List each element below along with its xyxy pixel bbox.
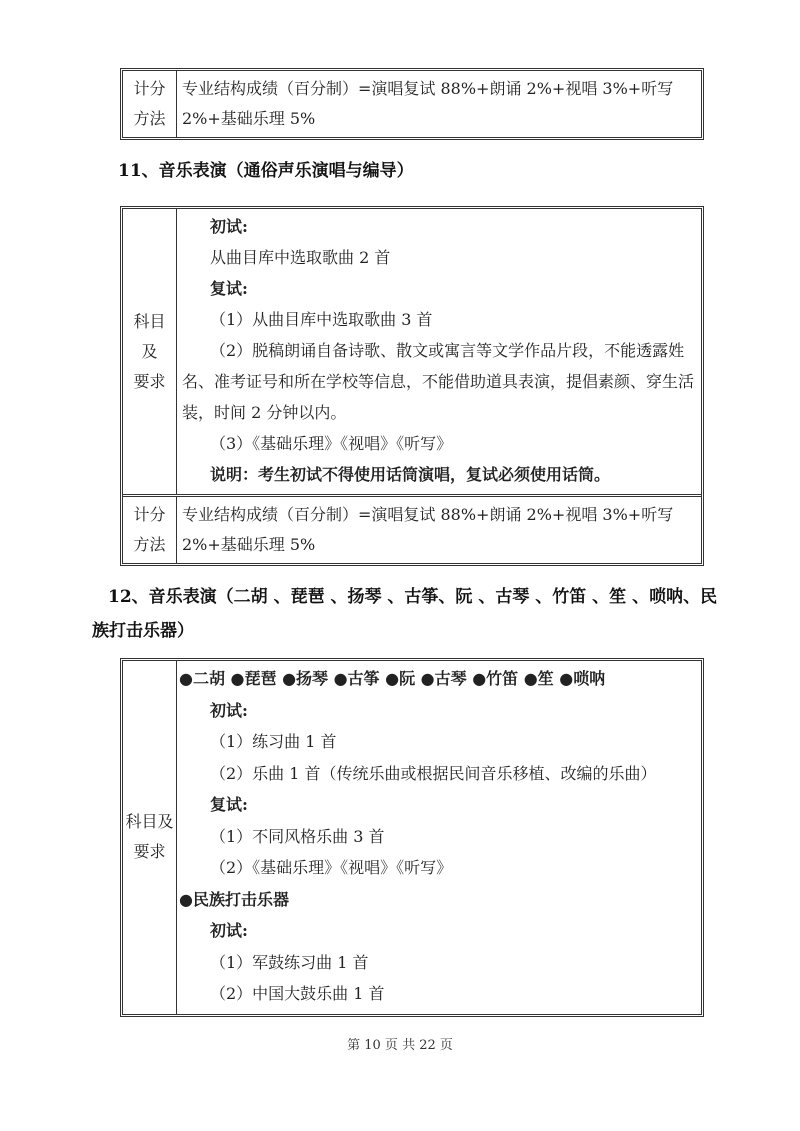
label-line: 要求 — [133, 842, 166, 862]
label-line: 计分 — [133, 505, 166, 524]
row-label — [123, 661, 177, 1014]
prelim-item-1: （1）练习曲 1 首 — [210, 732, 337, 751]
table-row — [123, 71, 701, 137]
row-label — [123, 209, 177, 494]
retest-item-1: （1）从曲目库中选取歌曲 3 首 — [210, 310, 433, 329]
requirements-content — [177, 209, 701, 494]
retest-item-1: （1）不同风格乐曲 3 首 — [210, 826, 385, 846]
perc-prelim-title: 初试: — [210, 921, 248, 940]
section-12-table — [120, 658, 704, 1017]
retest-title: 复试: — [210, 795, 248, 814]
table-row — [123, 494, 701, 563]
retest-item-2: （2）脱稿朗诵自备诗歌、散文或寓言等文学作品片段，不能透露姓名、准考证号和所在学校等信息，不能借助道具表演，提倡素颜、穿生活装，时间 2 分钟以内。 — [182, 341, 695, 422]
retest-item-2: （2）《基础乐理》《视唱》《听写》 — [210, 858, 453, 877]
instruments-line: ●二胡 ●琵琶 ●扬琴 ●古筝 ●阮 ●古琴 ●竹笛 ●笙 ●唢呐 — [179, 669, 606, 688]
label-line: 要求 — [133, 371, 166, 391]
section-12-heading: 12、音乐表演（二胡 、琵琶 、扬琴 、古筝、阮 、古琴 、竹笛 、笙 、唢呐、民族打击乐器） — [92, 587, 718, 641]
retest-item-3: （3）《基础乐理》《视唱》《听写》 — [210, 434, 453, 453]
label-line: 科目 — [133, 311, 166, 331]
retest-title: 复试: — [210, 279, 248, 298]
section-11-heading: 11、音乐表演（通俗声乐演唱与编导） — [118, 161, 414, 181]
label-line: 计分 — [133, 79, 166, 98]
label-line: 科目及 — [125, 812, 174, 832]
label-line: 方法 — [133, 109, 166, 128]
score-formula: 专业结构成绩（百分制）=演唱复试 88%+朗诵 2%+视唱 3%+听写 2%+基础乐理 5% — [182, 505, 674, 554]
score-formula: 专业结构成绩（百分制）=演唱复试 88%+朗诵 2%+视唱 3%+听写 2%+基础乐理 5% — [182, 79, 674, 128]
score-table-top — [120, 68, 704, 140]
note-text: 说明：考生初试不得使用话筒演唱，复试必须使用话筒。 — [210, 465, 611, 484]
requirements-content — [177, 661, 701, 1014]
table-row — [123, 661, 701, 1014]
perc-prelim-item-2: （2）中国大鼓乐曲 1 首 — [210, 984, 385, 1003]
percussion-line: ●民族打击乐器 — [179, 889, 289, 909]
prelim-item-2: （2）乐曲 1 首（传统乐曲或根据民间音乐移植、改编的乐曲） — [210, 763, 657, 783]
perc-prelim-item-1: （1）军鼓练习曲 1 首 — [210, 952, 369, 972]
prelim-title: 初试: — [210, 700, 248, 720]
table-row — [123, 209, 701, 494]
prelim-item: 从曲目库中选取歌曲 2 首 — [210, 248, 391, 267]
page-footer: 第 10 页 共 22 页 — [347, 1038, 453, 1053]
row-label — [123, 71, 177, 137]
row-label — [123, 497, 177, 563]
section-11-table — [120, 206, 704, 566]
label-line: 方法 — [133, 535, 166, 554]
prelim-title: 初试: — [210, 217, 248, 236]
label-line: 及 — [141, 341, 158, 361]
